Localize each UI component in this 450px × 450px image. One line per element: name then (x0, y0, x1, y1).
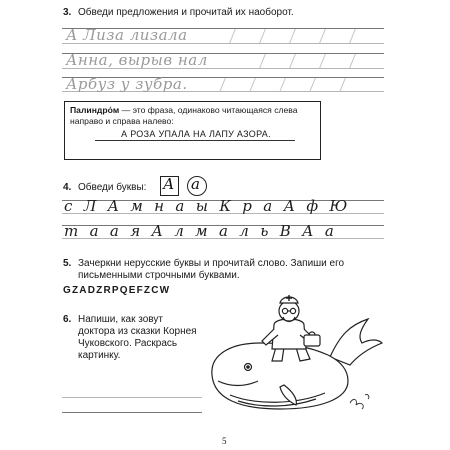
slant-guide (249, 78, 256, 92)
slant-guide (339, 78, 346, 92)
slant-guide (219, 78, 226, 92)
slant-guide (229, 29, 236, 43)
slant-guide (289, 54, 296, 68)
task-5-instruction: Зачеркни нерусские буквы и прочитай слово. Запиши его письменными строчными буквами. (78, 258, 345, 281)
definition-text: — это фраза, одинаково читающаяся слева направо и справа налево: (70, 105, 298, 126)
task-4-instruction: Обведи буквы: (78, 182, 147, 193)
slant-guide (279, 78, 286, 92)
slant-guide (289, 29, 296, 43)
circled-letter: а (191, 175, 200, 193)
slant-guide (349, 54, 356, 68)
latin-letters: GZADZRPQEFZCW (63, 285, 171, 296)
slant-guide (259, 29, 266, 43)
trace-sentence-2: Анна, вырыв нал (66, 51, 208, 69)
slant-guide (349, 29, 356, 43)
letters-row-1: с Л А м н а ы К р а А ф Ю (64, 197, 351, 215)
definition-term: Палиндро́м (70, 105, 120, 115)
trace-sentence-3: Арбуз у зубра. (66, 75, 188, 93)
task-6-number: 6. (63, 314, 72, 325)
doctor-on-whale-illustration (200, 295, 385, 420)
letters-row-2: т а а я А л м а л ь В А а (64, 222, 338, 240)
writing-rule (62, 412, 202, 413)
task-3-instruction: Обведи предложения и прочитай их наоборот. (78, 7, 294, 18)
task-4-number: 4. (63, 182, 72, 193)
task-5-number: 5. (63, 258, 72, 269)
task-6-instruction: Напиши, как зовут доктора из сказки Корнея Чуковского. Раскрась картинку. (78, 314, 197, 361)
palindrome-definition (70, 105, 315, 127)
palindrome-example: А РОЗА УПАЛА НА ЛАПУ АЗОРА. (121, 129, 271, 139)
slant-guide (319, 54, 326, 68)
boxed-letter: А (163, 175, 175, 193)
example-underline (95, 140, 295, 141)
writing-rule (62, 397, 202, 398)
slant-guide (319, 29, 326, 43)
page-number: 5 (222, 436, 227, 446)
trace-sentence-1: А Лиза лизала (66, 26, 188, 44)
slant-guide (259, 54, 266, 68)
task-3-number: 3. (63, 7, 72, 18)
slant-guide (309, 78, 316, 92)
